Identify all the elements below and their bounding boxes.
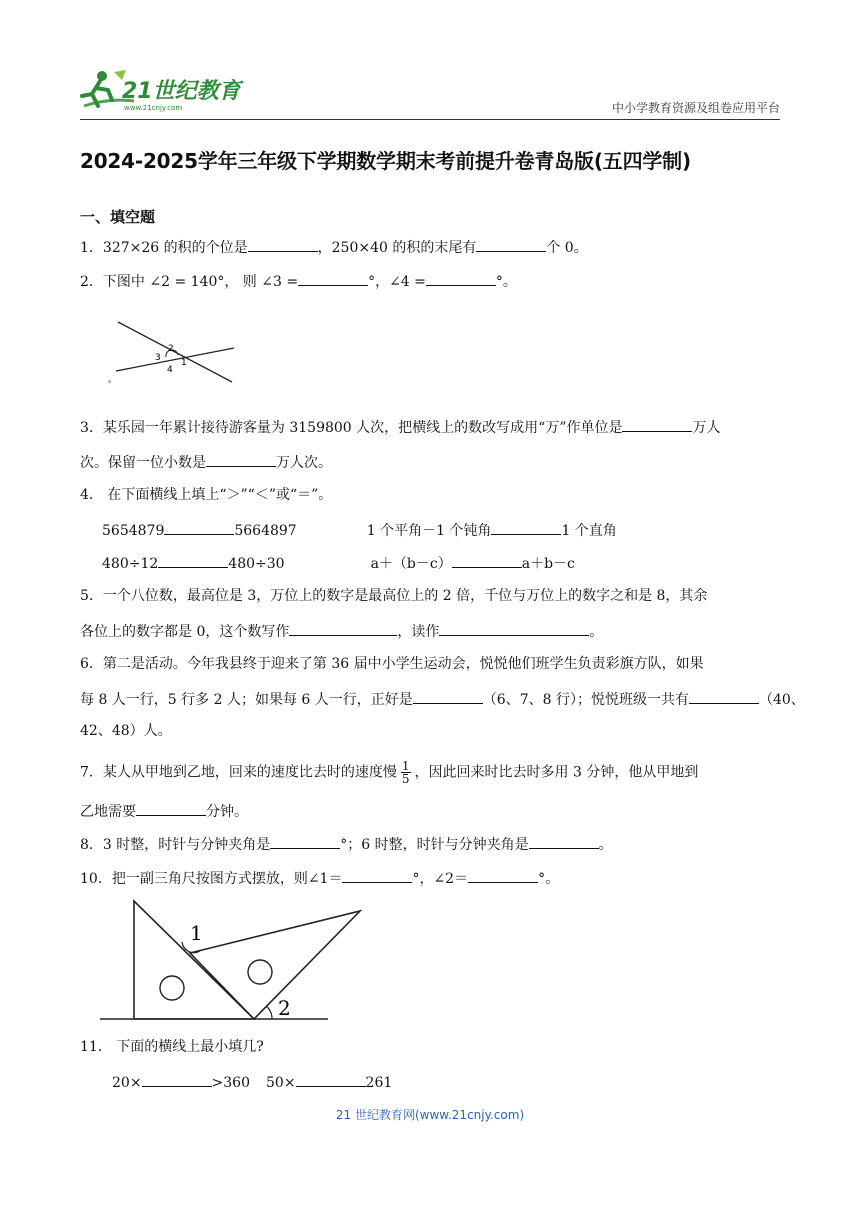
figure-mark: 。 <box>108 375 118 384</box>
question-11: 11． 下面的横线上最小填几? <box>80 1039 264 1055</box>
angle-label-4: 4 <box>167 365 173 375</box>
svg-text:www.21cnjy.com: www.21cnjy.com <box>124 104 183 112</box>
footer-link[interactable]: 21 世纪教育网(www.21cnjy.com) <box>335 1108 525 1122</box>
answer-blank[interactable] <box>413 688 483 704</box>
angle-label-2: 2 <box>168 344 174 354</box>
answer-blank[interactable] <box>136 800 206 816</box>
question-4: 4． 在下面横线上填上“＞”“＜”或“＝”。 <box>80 487 333 503</box>
answer-blank[interactable] <box>468 867 538 883</box>
question-11-items: 20× >360 50× 261 <box>112 1071 798 1093</box>
answer-blank[interactable] <box>142 1071 212 1087</box>
angle-label-1: 1 <box>181 358 187 368</box>
question-7: 7．某人从甲地到乙地，回来的速度比去时的速度慢 $\frac{1}{5}$ ，因此回来时比去时多用 3 分钟，他从甲地到 <box>80 759 699 786</box>
answer-blank[interactable] <box>298 270 368 286</box>
answer-blank[interactable] <box>491 519 561 535</box>
answer-blank[interactable] <box>206 451 276 467</box>
answer-blank[interactable] <box>476 236 546 252</box>
question-6-cont: 每 8 人一行，5 行多 2 人；如果每 6 人一行，正好是 （6、7、8 行）；悦悦班级一共有 （40、 <box>80 688 798 710</box>
angle-label-3: 3 <box>155 353 161 363</box>
fraction-one-fifth: $\frac{1}{5}$ <box>401 759 410 786</box>
intersecting-lines-figure <box>100 316 240 384</box>
answer-blank[interactable] <box>426 270 496 286</box>
triangle-rulers-figure <box>98 895 370 1023</box>
header-divider <box>80 119 780 120</box>
question-4-row-1: 5654879 5664897 1 个平角－1 个钝角 1 个直角 <box>102 519 798 541</box>
answer-blank[interactable] <box>439 620 589 636</box>
section-heading: 一、填空题 <box>80 208 156 226</box>
question-8: 8．3 时整，时针与分钟夹角是 °；6 时整，时针与分钟夹角是 。 <box>80 833 798 855</box>
answer-blank[interactable] <box>270 833 340 849</box>
svg-text:21世纪教育: 21世纪教育 <box>122 79 241 104</box>
answer-blank[interactable] <box>248 236 318 252</box>
answer-blank[interactable] <box>296 1071 366 1087</box>
question-4-row-2: 480÷12 480÷30 a＋（b－c） a＋b－c <box>102 552 798 574</box>
question-3-cont: 次。保留一位小数是 万人次。 <box>80 451 798 473</box>
question-1: 1．327×26 的积的个位是 ，250×40 的积的末尾有 个 0。 <box>80 236 798 258</box>
answer-blank[interactable] <box>529 833 599 849</box>
answer-blank[interactable] <box>164 519 234 535</box>
angle-label-2: 2 <box>278 996 291 1020</box>
angle-label-1: 1 <box>190 921 203 945</box>
question-10: 10．把一副三角尺按图方式摆放，则∠1＝ °，∠2＝ °。 <box>80 867 798 889</box>
logo-21cnjy <box>78 68 258 114</box>
question-6: 6．第二是活动。今年我县终于迎来了第 36 届中小学生运动会，悦悦他们班学生负责彩旗方队，如果 <box>80 656 704 672</box>
answer-blank[interactable] <box>289 620 397 636</box>
question-2: 2．下图中 ∠2 = 140°， 则 ∠3 = °，∠4 = °。 <box>80 270 798 292</box>
answer-blank[interactable] <box>689 688 759 704</box>
question-6-end: 42、48）人。 <box>80 723 172 739</box>
question-3: 3．某乐园一年累计接待游客量为 3159800 人次，把横线上的数改写成用“万”作单位是 万人 <box>80 416 798 438</box>
answer-blank[interactable] <box>452 552 522 568</box>
answer-blank[interactable] <box>158 552 228 568</box>
exam-title: 2024-2025学年三年级下学期数学期末考前提升卷青岛版(五四学制) <box>80 149 691 173</box>
answer-blank[interactable] <box>342 867 412 883</box>
question-5-cont: 各位上的数字都是 0，这个数写作 ，读作 。 <box>80 620 798 642</box>
answer-blank[interactable] <box>622 416 692 432</box>
question-7-cont: 乙地需要 分钟。 <box>80 800 798 822</box>
platform-label: 中小学教育资源及组卷应用平台 <box>611 101 780 115</box>
question-5: 5．一个八位数，最高位是 3，万位上的数字是最高位上的 2 倍，千位与万位上的数字之和是 8，其余 <box>80 588 708 604</box>
